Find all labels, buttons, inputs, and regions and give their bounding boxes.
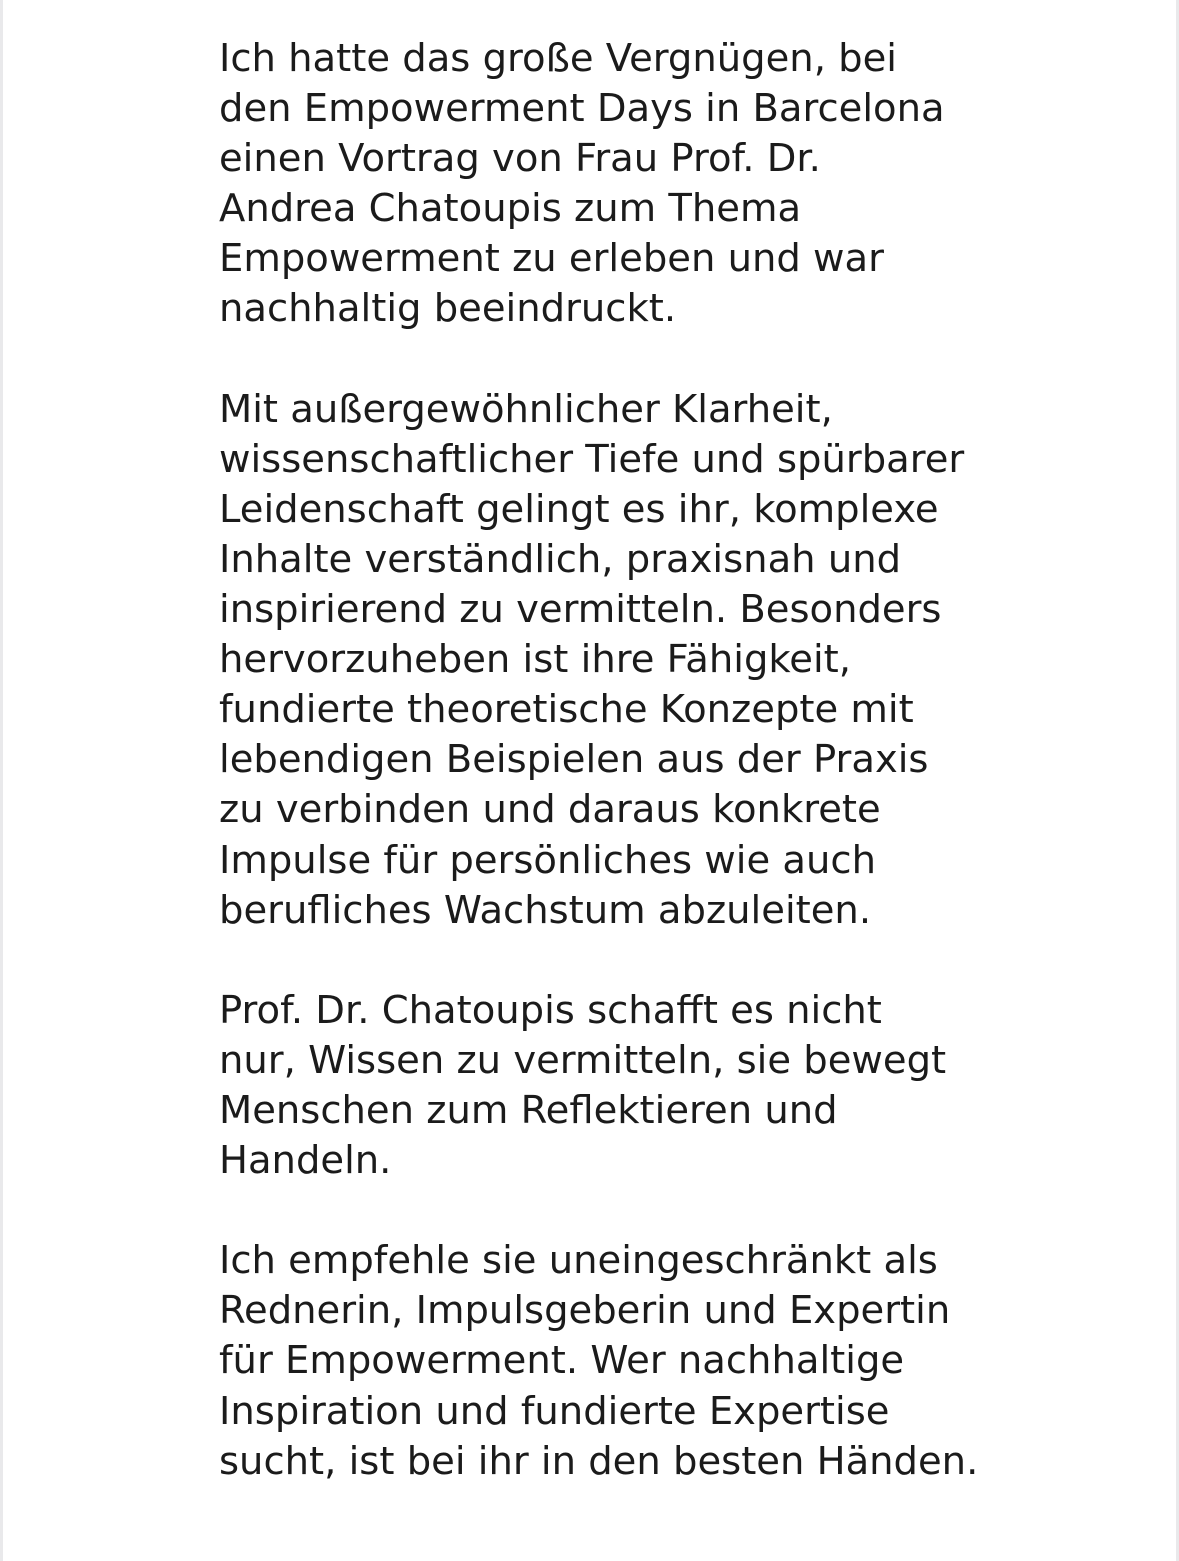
paragraph-introduction: Ich hatte das große Vergnügen, bei den Empowerment Days in Barcelona einen Vortrag von Frau Prof. Dr. Andrea Chatoupis zum Thema Empowerment zu erleben und war nachhaltig beeindruckt. xyxy=(219,36,945,332)
recommendation-text xyxy=(219,34,1019,1487)
paragraph-recommendation: Ich empfehle sie uneingeschränkt als Rednerin, Impulsgeberin und Expertin für Empowerment. Wer nachhaltige Inspiration und fundierte Expertise sucht, ist bei ihr in den besten Händen. xyxy=(219,1238,979,1484)
paragraph-qualities: Mit außergewöhnlicher Klarheit, wissenschaftlicher Tiefe und spürbarer Leidenschaft gelingt es ihr, komplexe Inhalte verständlich, praxisnah und inspirierend zu vermitteln. Besonders hervorzuheben ist ihre Fähigkeit, fundierte theoretische Konzepte mit lebendigen Beispielen aus der Praxis zu verbinden und daraus konkrete Impulse für persönliches wie auch berufliches Wachstum abzuleiten. xyxy=(219,386,965,933)
paragraph-impact: Prof. Dr. Chatoupis schafft es nicht nur, Wissen zu vermitteln, sie bewegt Menschen zum Reflektieren und Handeln. xyxy=(219,987,947,1184)
